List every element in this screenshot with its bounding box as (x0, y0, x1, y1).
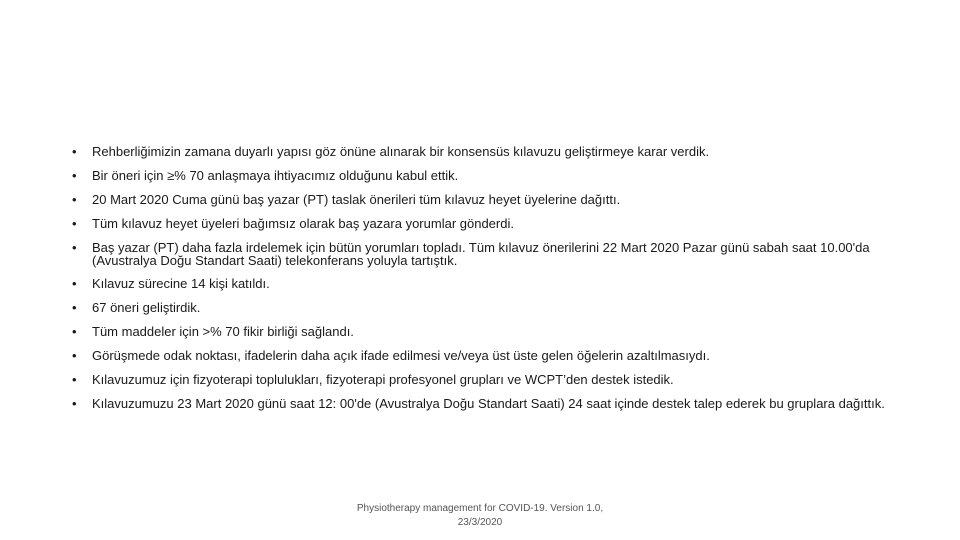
bullet-text: Tüm kılavuz heyet üyeleri bağımsız olarak baş yazara yorumlar gönderdi. (92, 216, 514, 231)
slide-footer (330, 502, 630, 530)
list-item (72, 301, 892, 314)
bullet-text: Baş yazar (PT) daha fazla irdelemek için bütün yorumları topladı. Tüm kılavuz önerilerini 22 Mart 2020 Pazar günü sabah saat 10.00'da (Avustralya Doğu Standart Saati) telekonferans yoluyla tartıştık. (92, 240, 870, 268)
bullet-text: Görüşmede odak noktası, ifadelerin daha açık ifade edilmesi ve/veya üst üste gelen öğelerin azaltılmasıydı. (92, 348, 710, 363)
list-item (72, 241, 892, 267)
bullet-text: Kılavuzumuz için fizyoterapi toplulukları, fizyoterapi profesyonel grupları ve WCPT’den destek istedik. (92, 372, 674, 387)
bullet-text: Bir öneri için ≥% 70 anlaşmaya ihtiyacımız olduğunu kabul ettik. (92, 168, 459, 183)
bullet-point: • (72, 372, 77, 387)
bullet-point: • (72, 216, 77, 231)
footer-line-1: Physiotherapy management for COVID-19. Version 1.0, (356, 503, 604, 514)
list-item (72, 277, 892, 290)
bullet-point: • (72, 348, 77, 363)
bullet-point: • (72, 276, 77, 291)
bullet-point: • (72, 396, 77, 411)
list-item (72, 217, 892, 230)
bullet-text: 20 Mart 2020 Cuma günü baş yazar (PT) taslak önerileri tüm kılavuz heyet üyelerine dağıttı. (92, 192, 621, 207)
list-item (72, 349, 892, 362)
list-item (72, 325, 892, 338)
list-item (72, 145, 892, 158)
bullet-point: • (72, 144, 77, 159)
bullet-point: • (72, 240, 77, 255)
footer-line-2: 23/3/2020 (457, 517, 503, 528)
bullet-text: Rehberliğimizin zamana duyarlı yapısı göz önüne alınarak bir konsensüs kılavuzu geliştirmeye karar verdik. (92, 144, 710, 159)
list-item (72, 193, 892, 206)
bullet-text: Kılavuzumuzu 23 Mart 2020 günü saat 12: 00'de (Avustralya Doğu Standart Saati) 24 saat içinde destek talep ederek bu gruplara dağıttık. (92, 396, 885, 411)
bullet-list (72, 145, 892, 420)
bullet-point: • (72, 300, 77, 315)
bullet-text: Kılavuz sürecine 14 kişi katıldı. (92, 276, 270, 291)
list-item (72, 169, 892, 182)
bullet-point: • (72, 324, 77, 339)
list-item (72, 397, 892, 410)
bullet-point: • (72, 168, 77, 183)
bullet-text: 67 öneri geliştirdik. (92, 300, 201, 315)
bullet-text: Tüm maddeler için >% 70 fikir birliği sağlandı. (92, 324, 354, 339)
list-item (72, 373, 892, 386)
bullet-point: • (72, 192, 77, 207)
